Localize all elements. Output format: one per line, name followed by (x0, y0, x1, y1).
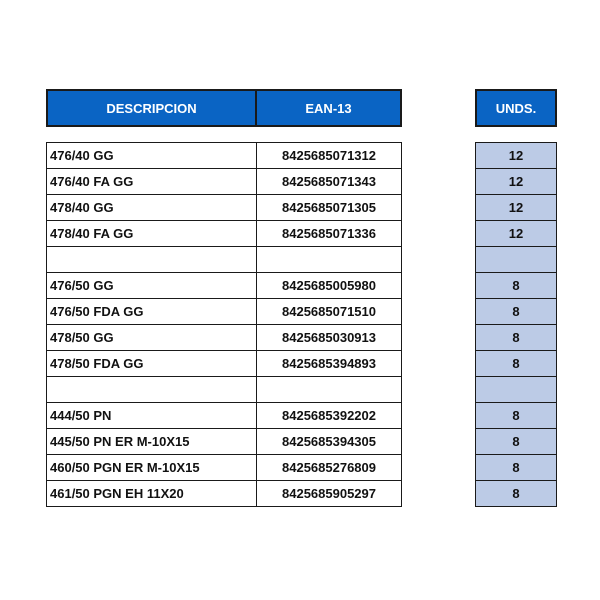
table-row (47, 429, 402, 455)
ean-cell: 8425685392202 (257, 403, 402, 429)
table-row (47, 403, 402, 429)
header-descripcion: DESCRIPCION (46, 89, 257, 127)
table-row (47, 481, 402, 507)
table-row (47, 273, 402, 299)
header-ean: EAN-13 (255, 89, 402, 127)
units-row (476, 403, 557, 429)
description-cell: 476/40 FA GG (47, 169, 257, 195)
units-cell: 8 (476, 351, 557, 377)
description-cell: 478/50 GG (47, 325, 257, 351)
header-unds: UNDS. (475, 89, 557, 127)
table-row (47, 325, 402, 351)
description-cell: 476/40 GG (47, 143, 257, 169)
units-row (476, 455, 557, 481)
table-row (47, 169, 402, 195)
description-cell: 460/50 PGN ER M-10X15 (47, 455, 257, 481)
description-cell: 478/40 FA GG (47, 221, 257, 247)
units-row (476, 169, 557, 195)
table-row (47, 351, 402, 377)
units-cell: 8 (476, 455, 557, 481)
units-row (476, 247, 557, 273)
units-row (476, 377, 557, 403)
ean-cell: 8425685394893 (257, 351, 402, 377)
table-row (47, 455, 402, 481)
units-row (476, 143, 557, 169)
units-row (476, 195, 557, 221)
table-row (47, 195, 402, 221)
units-cell: 12 (476, 195, 557, 221)
units-table (475, 142, 557, 507)
ean-cell: 8425685005980 (257, 273, 402, 299)
ean-cell: 8425685394305 (257, 429, 402, 455)
units-cell: 8 (476, 273, 557, 299)
units-cell: 8 (476, 299, 557, 325)
units-cell: 12 (476, 221, 557, 247)
table-row (47, 221, 402, 247)
units-cell (476, 247, 557, 273)
units-row (476, 299, 557, 325)
table-row (47, 377, 402, 403)
product-table-body (47, 143, 402, 507)
table-row (47, 247, 402, 273)
units-row (476, 325, 557, 351)
ean-cell: 8425685071510 (257, 299, 402, 325)
product-table (46, 142, 402, 507)
units-row (476, 429, 557, 455)
description-cell: 461/50 PGN EH 11X20 (47, 481, 257, 507)
units-table-body (476, 143, 557, 507)
ean-cell: 8425685071305 (257, 195, 402, 221)
units-row (476, 273, 557, 299)
description-cell (47, 377, 257, 403)
units-cell: 8 (476, 429, 557, 455)
ean-cell: 8425685071336 (257, 221, 402, 247)
table-row (47, 143, 402, 169)
units-cell: 12 (476, 169, 557, 195)
ean-cell: 8425685071343 (257, 169, 402, 195)
units-cell (476, 377, 557, 403)
units-cell: 8 (476, 481, 557, 507)
units-row (476, 351, 557, 377)
description-cell: 476/50 FDA GG (47, 299, 257, 325)
units-row (476, 221, 557, 247)
description-cell (47, 247, 257, 273)
ean-cell: 8425685276809 (257, 455, 402, 481)
ean-cell (257, 377, 402, 403)
ean-cell: 8425685030913 (257, 325, 402, 351)
table-row (47, 299, 402, 325)
units-cell: 12 (476, 143, 557, 169)
ean-cell: 8425685905297 (257, 481, 402, 507)
description-cell: 476/50 GG (47, 273, 257, 299)
ean-cell: 8425685071312 (257, 143, 402, 169)
units-cell: 8 (476, 403, 557, 429)
units-cell: 8 (476, 325, 557, 351)
description-cell: 444/50 PN (47, 403, 257, 429)
units-row (476, 481, 557, 507)
description-cell: 478/40 GG (47, 195, 257, 221)
description-cell: 445/50 PN ER M-10X15 (47, 429, 257, 455)
description-cell: 478/50 FDA GG (47, 351, 257, 377)
ean-cell (257, 247, 402, 273)
